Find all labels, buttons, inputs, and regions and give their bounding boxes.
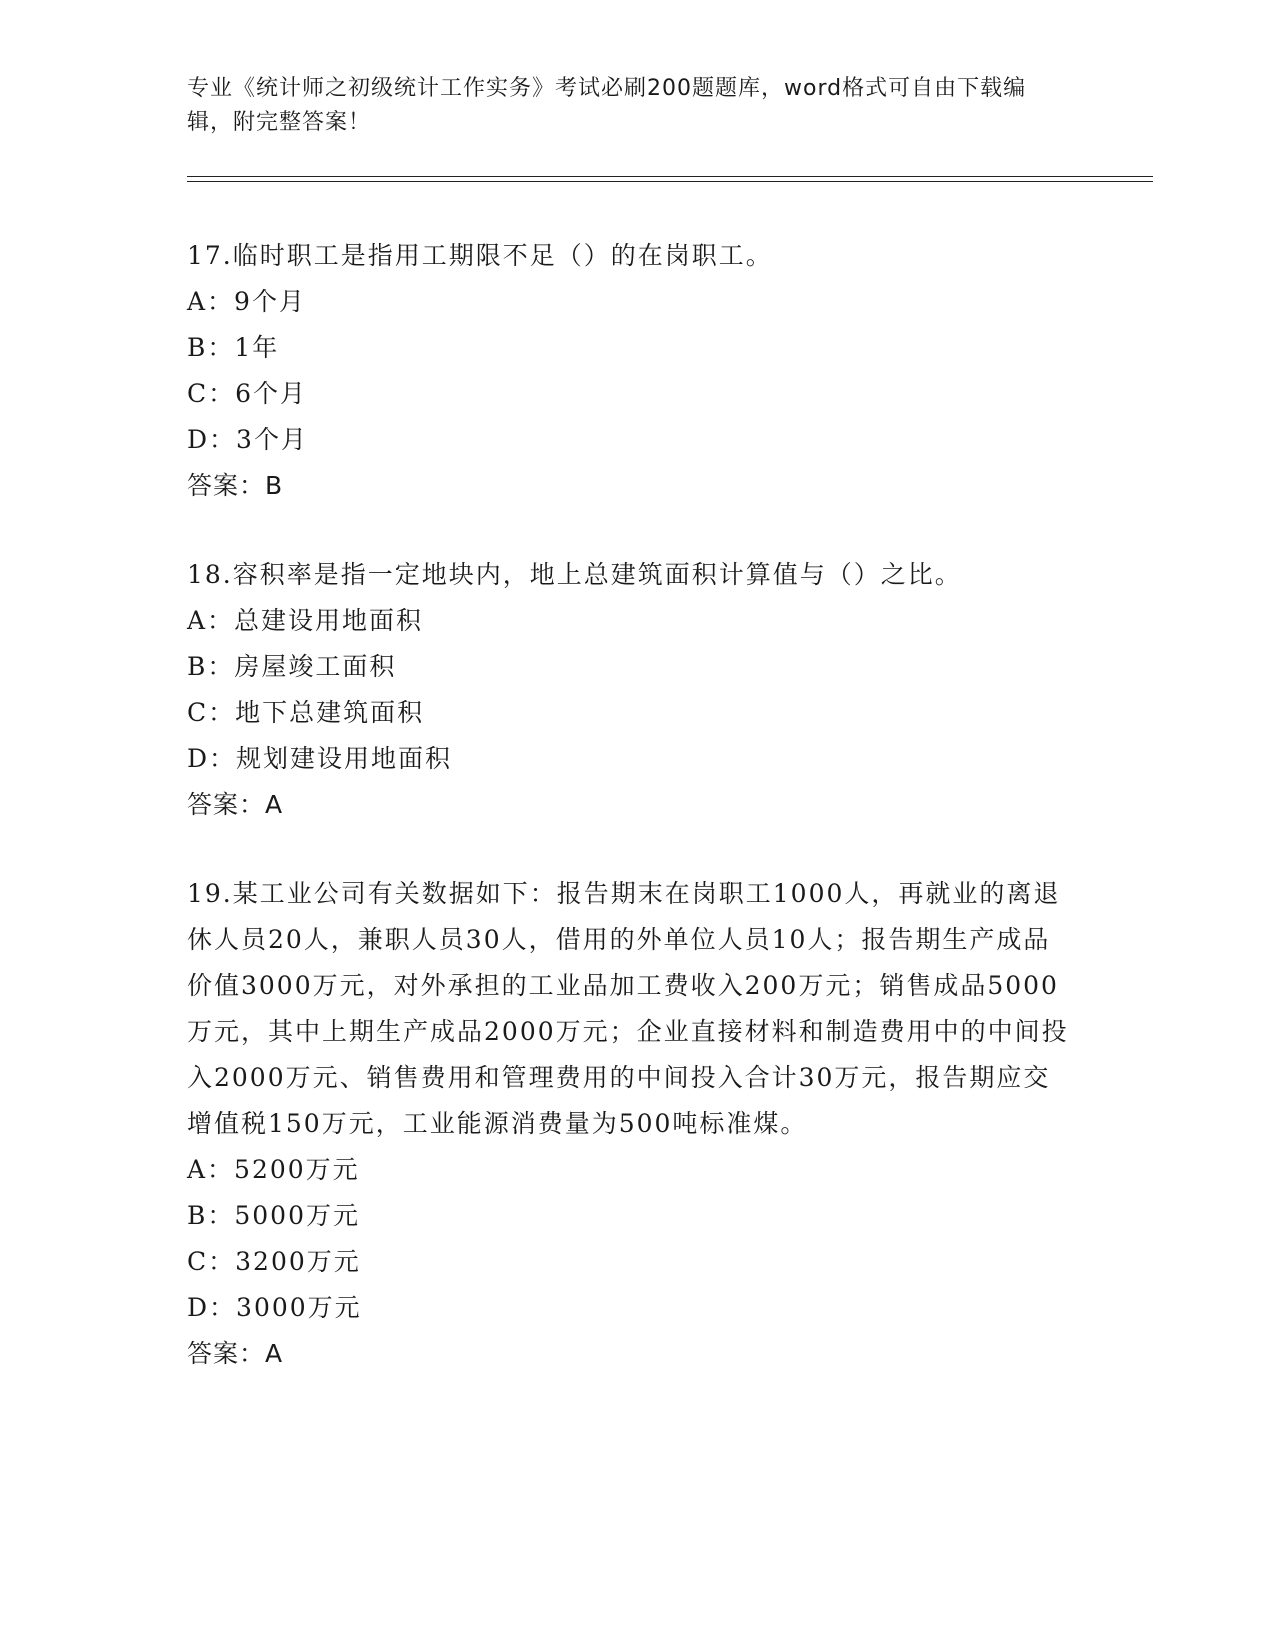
question-19 <box>187 871 1077 1377</box>
document-header: 专业《统计师之初级统计工作实务》考试必刷200题题库，word格式可自由下载编辑，附完整答案！ <box>187 76 1027 135</box>
option-c: C：地下总建筑面积 <box>187 698 425 727</box>
answer-line: 答案：A <box>187 790 284 819</box>
question-18 <box>187 552 1077 828</box>
option-a: A：9个月 <box>187 287 306 316</box>
option-d: D：规划建设用地面积 <box>187 744 453 773</box>
option-b: B：5000万元 <box>187 1201 360 1230</box>
header-divider-top <box>187 176 1153 177</box>
question-stem: 17.临时职工是指用工期限不足（）的在岗职工。 <box>187 241 773 270</box>
question-stem: 19.某工业公司有关数据如下：报告期末在岗职工1000人，再就业的离退休人员20人，兼职人员30人，借用的外单位人员10人；报告期生产成品价值3000万元，对外承担的工业品加工费收入200万元；销售成品5000万元，其中上期生产成品2000万元；企业直接材料和制造费用中的中间投入2000万元、销售费用和管理费用的中间投入合计30万元，报告期应交增值税150万元，工业能源消费量为500吨标准煤。 <box>187 879 1069 1138</box>
option-d: D：3个月 <box>187 425 308 454</box>
option-c: C：6个月 <box>187 379 308 408</box>
header-divider-bottom <box>187 181 1153 182</box>
answer-line: 答案：B <box>187 471 284 500</box>
option-d: D：3000万元 <box>187 1293 362 1322</box>
option-a: A：总建设用地面积 <box>187 606 424 635</box>
option-c: C：3200万元 <box>187 1247 361 1276</box>
answer-line: 答案：A <box>187 1339 284 1368</box>
question-stem: 18.容积率是指一定地块内，地上总建筑面积计算值与（）之比。 <box>187 560 962 589</box>
option-b: B：1年 <box>187 333 280 362</box>
option-b: B：房屋竣工面积 <box>187 652 397 681</box>
option-a: A：5200万元 <box>187 1155 360 1184</box>
question-17 <box>187 233 1077 509</box>
